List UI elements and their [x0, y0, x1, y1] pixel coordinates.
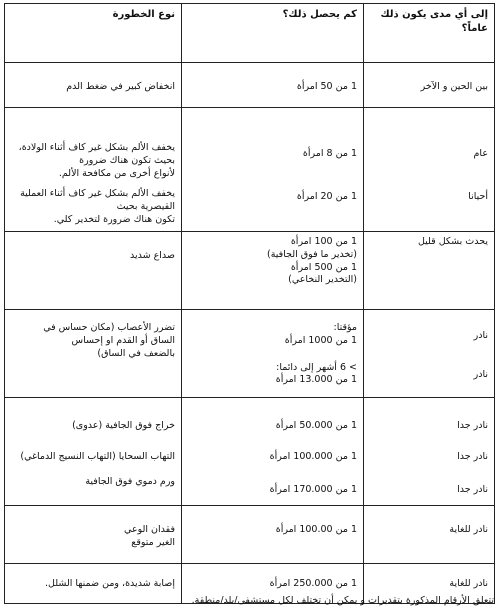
risk-description: انخفاض كبير في ضغط الدم	[66, 81, 175, 92]
frequency-label: نادر جدا	[457, 419, 488, 431]
rate-value: 1 من 100 امرأة (تخدير ما فوق الجافية) 1 من 500 امرأة (التخدير النخاعي)	[267, 235, 357, 286]
table-row	[5, 505, 495, 563]
frequency-label: نادر للغاية	[449, 523, 488, 535]
frequency-label: يحدث بشكل قليل	[417, 235, 488, 247]
rate-value: 1 من 50.000 امرأة	[275, 419, 357, 431]
table-row	[5, 397, 495, 505]
table-row	[5, 63, 495, 108]
risk-description: تضرر الأعصاب (مكان حساس في الساق أو القدم او إحساس بالضعف في الساق)	[43, 321, 175, 359]
rate-value: > 6 أشهر إلى دائما: 1 من 13.000 امرأة	[275, 361, 357, 386]
risk-description: خراج فوق الجافية (عدوى)	[72, 419, 175, 431]
rate-value: 1 من 50 امرأة	[296, 81, 357, 92]
risk-description: التهاب السحايا (التهاب النسيج الدماغي)	[20, 450, 175, 462]
risk-description: صداع شديد	[130, 249, 175, 261]
frequency-label: بين الحين و الآخر	[420, 81, 488, 92]
rate-value: 1 من 20 امرأة	[296, 190, 357, 202]
rate-value: 1 من 100.00 امرأة	[275, 523, 357, 535]
risk-table	[4, 3, 495, 604]
rate-value: 1 من 250.000 امرأة	[269, 577, 357, 589]
frequency-label: نادر	[473, 329, 488, 341]
header-how-common: إلى أي مدى يكون ذلك عاماً؟	[364, 4, 495, 63]
frequency-label: نادر جدا	[457, 483, 488, 495]
risk-description: يخفف الألم بشكل غير كاف أثناء الولادة، بحيث تكون هناك ضرورة لأنواع أخرى من مكافحة الألم.	[18, 142, 175, 179]
rate-value: مؤقتا: 1 من 1000 امرأة	[284, 321, 357, 346]
header-how-often: كم يحصل ذلك؟	[182, 4, 364, 63]
table-row	[5, 309, 495, 397]
rate-value: 1 من 100.000 امرأة	[269, 450, 357, 462]
risk-description: يخفف الألم بشكل غير كاف أثناء العملية القيصرية بحيث تكون هناك ضرورة لتخدير كلي.	[20, 188, 175, 226]
frequency-label: نادر للغاية	[449, 577, 488, 589]
rate-value: 1 من 8 امرأة	[302, 148, 357, 159]
frequency-label: نادر جدا	[457, 450, 488, 462]
frequency-label: نادر	[473, 368, 488, 380]
frequency-label: أحيانا	[468, 190, 488, 202]
table-row	[5, 108, 495, 232]
risk-description: فقدان الوعي الغير متوقع	[124, 523, 175, 548]
footnote: تتعلق الأرقام المذكورة بتقديرات و يمكن أن تختلف لكل مستشفى/بلد/منطقة.	[191, 595, 494, 606]
header-risk-type: نوع الخطورة	[5, 4, 182, 63]
table-header-row	[5, 4, 495, 63]
risk-description: إصابة شديدة، ومن ضمنها الشلل.	[44, 577, 175, 589]
frequency-label: عام	[473, 148, 488, 159]
table-row	[5, 231, 495, 309]
risk-description: ورم دموي فوق الجافية	[85, 475, 175, 487]
rate-value: 1 من 170.000 امرأة	[269, 483, 357, 495]
